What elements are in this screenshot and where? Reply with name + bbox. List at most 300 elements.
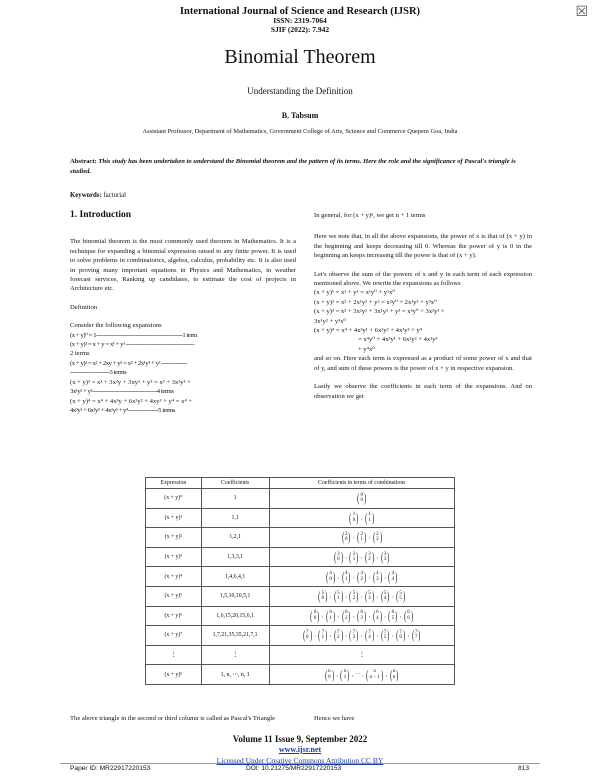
separator: , [368,612,371,619]
combination-cell [269,606,454,626]
binomial-stack [345,610,348,621]
binomial-top: 3 [337,551,340,557]
right-paren: ) [325,627,328,643]
right-paren: ) [379,607,382,623]
binomial-bottom: 1 [360,537,364,543]
left-paren: ( [388,607,391,623]
right-paren: ) [396,666,399,682]
binomial-top: 7 [414,629,418,635]
binomial-coefficient [387,609,398,623]
combination-list [270,589,454,603]
separator: , [329,593,332,600]
binomial-stack [329,610,332,621]
binomial-top: 4 [344,571,348,577]
combination-list [270,652,454,658]
binomial-coefficient [356,530,367,544]
header-combinations: Coefficients in terms of combinations [269,478,454,489]
binomial-top: 5 [337,590,340,596]
coefficient-cell: 1,4,6,4,1 [201,567,269,587]
binomial-bottom: 6 [407,615,410,621]
separator: , [376,593,379,600]
right-paren: ) [371,588,375,604]
binomial-bottom: 1 [337,596,340,602]
coefficients-paragraph: Lastly we observe the coefficients in each term of the expansions. And on observation we get [314,383,532,400]
binomial-bottom: 4 [391,576,395,582]
binomial-top: 6 [329,610,332,616]
right-paren: ) [387,627,390,643]
left-paren: ( [349,549,352,565]
equation-line: 3x¹y² + y³------------------------------------4 terms [70,388,174,396]
section-heading: 1. Introduction [70,210,132,220]
right-paren: ) [380,666,384,682]
rewritten-equation: (x + y)¹ = x¹ + y¹ = x¹y⁰ + y¹x⁰ [314,289,396,297]
separator: , [322,612,324,619]
left-paren: ( [349,627,352,643]
separator: , [314,632,316,639]
table-row [146,626,455,646]
separator: , [352,671,354,678]
right-paren: ) [364,529,367,545]
combination-list [270,609,454,623]
right-paren: ) [356,509,359,525]
expression-cell: (x + y)⁷ [146,626,202,646]
right-paren: ) [356,588,359,604]
expression-cell: (x + y)¹ [146,508,202,528]
binomial-top: 7 [368,629,371,635]
binomial-coefficient [309,609,320,623]
left-paren: ( [349,509,352,525]
left-paren: ( [326,607,329,623]
corner-mark-icon: ☒ [575,5,588,20]
binomial-bottom: 2 [337,635,340,641]
right-paren: ) [317,607,320,623]
binomial-coefficient [364,550,375,564]
equation-line: (x + y)¹ = x + y = x¹ + y¹ -------------------------------------- [70,341,195,349]
binomial-top: n [343,669,347,675]
expression-cell: (x + y)⁶ [146,606,202,626]
binomial-bottom: 3 [360,615,364,621]
journal-header [100,7,500,34]
rewritten-equation: (x + y)⁴ = x⁴ + 4x³y¹ + 6x²y² + 4x¹y³ + y⁴ [314,327,423,335]
binomial-bottom: 4 [383,596,387,602]
binomial-top: 5 [383,590,387,596]
binomial-top: 5 [352,590,356,596]
binomial-top: 0 [360,492,364,498]
binomial-bottom: 3 [368,596,371,602]
binomial-stack [321,627,328,643]
binomial-bottom: 5 [391,615,395,621]
binomial-bottom: 2 [344,615,348,621]
expression-cell: (x + y)² [146,528,202,548]
binomial-bottom: 0 [329,576,332,582]
binomial-top: 7 [337,629,340,635]
right-paren: ) [356,627,359,643]
equation-line: (x + y)⁰ = 1------------------------------------------------1 term [70,331,197,339]
binomial-coefficient [395,628,406,642]
binomial-coefficient [380,550,391,564]
binomial-coefficient [345,627,359,643]
right-paren: ) [387,588,390,604]
right-paren: ) [403,627,406,643]
left-paren: ( [357,529,360,545]
coefficient-cell: 1,7,21,35,35,21,7,1 [201,626,269,646]
coefficient-cell: 1,6,15,20,15,6,1 [201,606,269,626]
binomial-stack [328,669,331,680]
left-paren: ( [341,568,344,584]
binomial-top: 1 [352,512,356,518]
binomial-bottom: 5 [399,596,402,602]
pascal-table [145,477,455,685]
binomial-top: 6 [391,610,395,616]
binomial-bottom: 4 [368,635,371,641]
binomial-coefficient [345,549,359,565]
footer-doi: DOI: 10.21275/MR22917220153 [246,765,342,772]
binomial-top: n [392,669,396,675]
binomial-coefficient [325,609,336,623]
binomial-coefficient [325,570,336,584]
right-column [314,208,532,410]
left-paren: ( [324,666,328,682]
separator: , [368,534,371,541]
binomial-stack [368,512,371,523]
right-paren: ) [410,607,413,623]
right-paren: ) [371,627,375,643]
binomial-bottom: 4 [376,615,379,621]
table-row [146,586,455,606]
pascal-caption: The above triangle in the second or third column is called as Pascal's Triangle [70,715,275,722]
combination-list [270,530,454,544]
separator: , [392,632,394,639]
combination-cell [269,665,454,685]
separator: , [361,593,363,600]
table-row [146,645,455,665]
binomial-stack [399,591,402,602]
binomial-top: 4 [376,571,379,577]
header-expression: Expression [146,478,202,489]
right-paren: ) [340,588,343,604]
left-paren: ( [365,588,368,604]
binomial-stack [360,568,367,584]
left-paren: ( [365,627,368,643]
separator: , [345,554,347,561]
binomial-stack [313,607,320,623]
binomial-bottom: 1 [343,674,347,680]
table-row [146,567,455,587]
journal-issn: ISSN: 2319-7064 [273,16,327,25]
binomial-top: 4 [360,571,364,577]
binomial-top: 3 [352,551,356,557]
binomial-coefficient [372,530,383,544]
equation-line: 2 terms [70,350,90,358]
binomial-top: 7 [352,629,356,635]
expression-cell: (x + y)⁰ [146,489,202,509]
binomial-top: 7 [321,629,325,635]
separator: , [376,632,379,639]
right-paren: ) [348,607,351,623]
combination-list [270,491,454,505]
separator: , [361,632,363,639]
binomial-bottom: 0 [337,557,340,563]
binomial-stack [368,552,371,563]
binomial-top: 1 [368,512,371,518]
combination-list [270,668,454,682]
binomial-bottom: 6 [399,635,402,641]
separator: ⋯ , [355,671,364,678]
binomial-bottom: 5 [383,635,387,641]
left-paren: ( [302,627,305,643]
paper-subtitle: Understanding the Definition [247,86,353,96]
binomial-stack [360,529,367,545]
binomial-top: 7 [383,629,387,635]
left-paren: ( [310,607,313,623]
binomial-top: 4 [391,571,395,577]
binomial-coefficient [356,491,367,505]
binomial-bottom: 1 [344,576,348,582]
separator: , [329,632,332,639]
binomial-stack [352,627,359,643]
binomial-stack [407,610,410,621]
separator: , [392,593,394,600]
left-paren: ( [366,666,369,682]
separator: , [361,514,363,521]
left-paren: ( [333,549,337,565]
binomial-top: 5 [399,590,402,596]
binomial-bottom: 0 [306,635,309,641]
keywords-label: Keywords: [70,192,102,199]
powers-paragraph: Here we note that, in all the above expansions, the power of x is that of (x + y) in the beginning and keeps decreasing till 0. Whereas the power of y is 0 in the beginning an keeps increasing till the power is that of (x + y). [314,233,532,260]
combination-cell [269,489,454,509]
right-paren: ) [364,568,367,584]
right-paren: ) [418,627,421,643]
left-paren: ( [411,627,414,643]
binomial-top: 2 [360,531,364,537]
right-paren: ) [403,588,406,604]
binomial-coefficient [345,588,359,604]
equation-line: 4x³y¹ + 6x²y² + 4x¹y³ + y⁴-----------------5 terms [70,406,176,414]
rewritten-equation: + y⁴x⁰ [358,345,375,353]
binomial-top: 6 [344,610,348,616]
table-row [146,489,455,509]
coefficient-cell: 1,1 [201,508,269,528]
table-header-row [146,478,455,489]
separator: , [345,632,347,639]
table-row [146,665,455,685]
binomial-stack [343,666,350,682]
left-paren: ( [389,666,392,682]
coefficients-table [145,477,455,685]
binomial-coefficient [339,668,350,682]
right-paren: ) [348,529,351,545]
left-paren: ( [365,549,368,565]
combination-list [270,628,454,642]
binomial-top: 3 [368,551,371,557]
binomial-stack [337,591,340,602]
separator: , [384,612,386,619]
binomial-stack [383,588,390,604]
binomial-bottom: 0 [344,537,348,543]
right-paren: ) [332,607,336,623]
binomial-coefficient [364,628,375,642]
intro-paragraph: The binomial theorem is the most commonly used theorem in Mathematics. It is a technique for expanding a binomial expression raised to any finite power. It is used to solve problems in combinatorics, algebra, calculus, probability etc. It is also used in proving many important equations in Physics and Mathematics, in weather forecast services, Ranking up candidates, to estimate the cost of projects in Architecture etc. [70,238,296,293]
coefficient-cell: ⋮ [201,645,269,665]
binomial-top: 4 [329,571,332,577]
binomial-bottom: 3 [376,576,379,582]
binomial-bottom: n [392,674,396,680]
keywords-text: factorial [103,192,127,199]
separator: , [376,554,379,561]
binomial-coefficient [395,589,406,603]
binomial-coefficient [364,511,375,525]
combination-cell [269,586,454,606]
binomial-stack [345,571,348,582]
left-paren: ( [365,509,368,525]
right-paren: ) [340,549,343,565]
separator: , [361,554,363,561]
journal-title: International Journal of Science and Research (IJSR) [179,6,421,17]
left-paren: ( [357,490,360,506]
binomial-coefficient [317,589,328,603]
expression-cell: (x + y)⁴ [146,567,202,587]
binomial-bottom: 1 [352,557,356,563]
binomial-coefficient [364,589,375,603]
combination-cell [269,567,454,587]
combination-list [270,550,454,564]
binomial-stack [368,630,371,641]
equation-line: (x + y)³ = x³ + 3x²y + 3xy² + y³ = x³ + 3x²y¹ + [70,378,191,386]
left-paren: ( [396,588,399,604]
footer-paper-id: Paper ID: MR22917220153 [70,765,151,772]
footer-url-link[interactable]: www.ijsr.net [278,745,322,754]
sum-paragraph: Let's observe the sum of the powers of x and y in each term of each expression mentioned above. We rewrite the expansions as follows [314,270,532,288]
right-paren: ) [395,568,398,584]
binomial-coefficient [380,627,394,643]
binomial-bottom: 1 [329,615,332,621]
footer-issue: Volume 11 Issue 9, September 2022 [232,734,368,744]
binomial-bottom: 1 [321,635,325,641]
separator: , [353,534,355,541]
coefficient-cell: 1,3,3,1 [201,547,269,567]
combination-cell [269,626,454,646]
binomial-coefficient [341,607,355,623]
right-paren: ) [387,549,390,565]
binomial-top: 7 [399,629,402,635]
binomial-bottom: 0 [360,498,364,504]
right-paren: ) [340,627,343,643]
left-paren: ( [318,588,321,604]
left-paren: ( [380,588,383,604]
left-paren: ( [396,627,399,643]
right-paren: ) [356,549,359,565]
binomial-coefficient [333,550,344,564]
table-row [146,606,455,626]
binomial-stack [337,552,340,563]
binomial-bottom: n − 1 [369,674,380,680]
binomial-stack [352,588,359,604]
binomial-top: 5 [321,590,325,596]
left-paren: ( [340,666,343,682]
right-paren: ) [364,607,367,623]
binomial-stack [376,571,379,582]
binomial-bottom: 0 [313,615,317,621]
binomial-stack [360,607,367,623]
right-paren: ) [332,568,336,584]
binomial-coefficient [372,607,386,623]
binomial-stack [376,610,379,621]
binomial-coefficient [372,568,386,584]
separator: , [345,593,347,600]
binomial-bottom: 0 [328,674,331,680]
left-paren: ( [357,568,360,584]
binomial-top: 2 [344,531,348,537]
binomial-coefficient [356,609,367,623]
binomial-bottom: 2 [352,596,356,602]
binomial-stack [360,490,367,506]
separator: , [384,573,386,580]
footer-divider [60,763,540,764]
left-paren: ( [372,607,375,623]
footer-license-link[interactable]: Licensed Under Creative Commons Attribution CC BY [216,756,384,765]
right-paren: ) [364,490,367,506]
abstract-label: Abstract: [70,158,97,165]
separator: , [353,612,355,619]
binomial-coefficient [356,570,367,584]
binomial-stack [383,549,390,565]
combination-cell [269,547,454,567]
separator: , [353,573,355,580]
left-paren: ( [349,588,352,604]
binomial-top: 6 [313,610,317,616]
table-row [146,508,455,528]
binomial-coefficient [380,588,394,604]
binomial-coefficient [324,666,338,682]
binomial-stack [370,669,380,680]
left-paren: ( [380,549,383,565]
right-paren: ) [347,666,350,682]
binomial-coefficient [302,627,316,643]
left-paren: ( [357,607,360,623]
separator: , [407,632,410,639]
binomial-stack [321,588,328,604]
binomial-stack [399,630,402,641]
left-paren: ( [333,627,337,643]
header-coefficients: Coefficients [201,478,269,489]
binomial-top: 2 [376,531,379,537]
equation-line: (x + y)² = x² + 2xy + y² = x² + 2x¹y¹ + y² -------------- [70,359,187,367]
table-row [146,547,455,567]
separator: , [385,671,388,678]
right-paren: ) [371,509,375,525]
author-affiliation: Assistant Professor, Department of Mathematics, Government College of Arts, Science and Commerce Quepem Goa, India [142,128,458,135]
binomial-stack [376,532,379,543]
abstract [70,157,530,177]
binomial-bottom: 0 [352,517,356,523]
binomial-coefficient [348,511,359,525]
right-paren: ) [309,627,312,643]
expression-cell: (x + y)³ [146,547,202,567]
left-paren: ( [380,627,383,643]
binomial-bottom: 7 [414,635,418,641]
left-paren: ( [372,568,375,584]
right-paren: ) [395,607,398,623]
combination-cell [269,645,454,665]
equation-line: ----------------------3 terms [70,369,127,377]
right-paren: ) [379,568,382,584]
right-paren: ) [325,588,328,604]
coefficient-cell: 1,5,10,10,5,1 [201,586,269,606]
table-body [146,489,455,685]
binomial-stack [368,591,371,602]
binomial-bottom: 2 [376,537,379,543]
